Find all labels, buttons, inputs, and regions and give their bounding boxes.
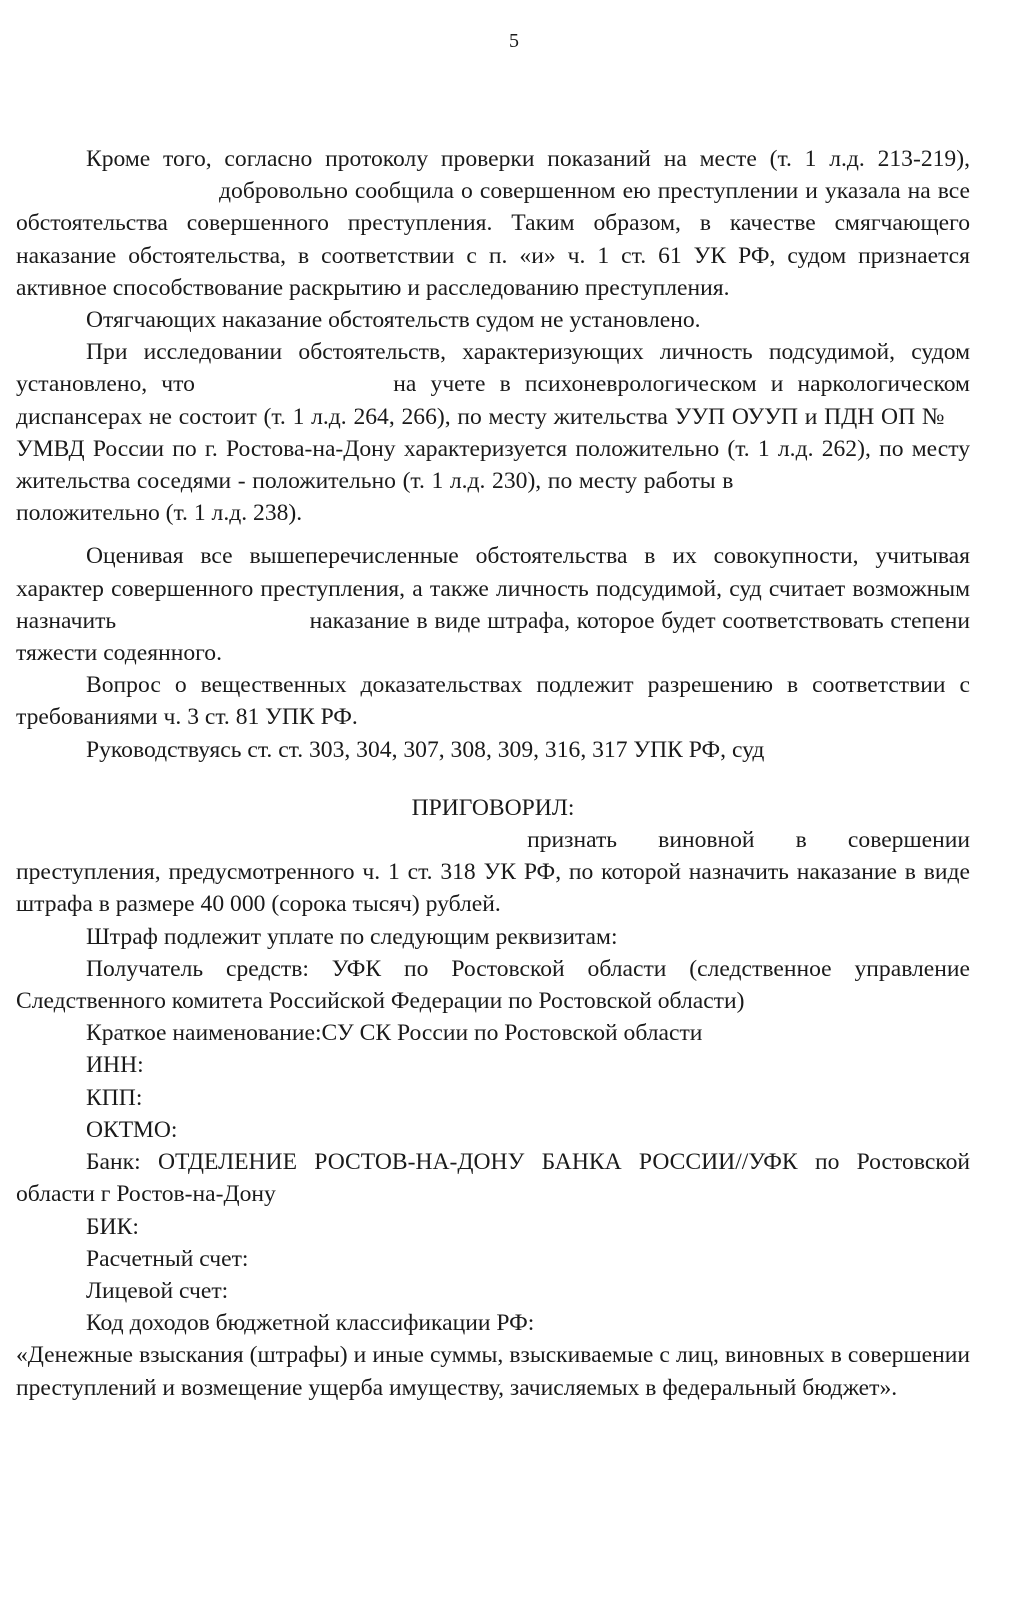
redacted-name	[209, 376, 379, 396]
paragraph-text: положительно (т. 1 л.д. 238).	[16, 500, 303, 527]
redacted-employer	[740, 473, 970, 493]
paragraph-assessment	[16, 540, 970, 669]
field-label: БИК:	[86, 1213, 139, 1240]
redacted-name	[16, 183, 212, 203]
paragraph-guided	[16, 734, 970, 766]
paragraph-text: Руководствуясь ст. ст. 303, 304, 307, 308, 309, 316, 317 УПК РФ, суд	[86, 736, 765, 763]
document-body	[16, 143, 970, 1404]
field-bik	[16, 1211, 970, 1243]
field-short-name	[16, 1017, 970, 1049]
field-text: Краткое наименование:СУ СК России по Ростовской области	[86, 1020, 703, 1047]
redacted-name	[123, 612, 303, 632]
field-label: Расчетный счет:	[86, 1245, 249, 1272]
field-label: Лицевой счет:	[86, 1277, 229, 1304]
field-personal-account	[16, 1275, 970, 1307]
redacted-defendant-name	[16, 832, 486, 852]
paragraph-text: Оценивая все вышеперечисленные обстоятельства в их совокупности, учитывая характер совершенного преступления, а также личность подсудимой, суд считает возможным назначить	[16, 543, 970, 634]
paragraph-payment-intro	[16, 921, 970, 953]
field-kpp	[16, 1082, 970, 1114]
paragraph-confession	[16, 143, 970, 304]
redacted-number	[952, 408, 970, 428]
paragraph-text: Получатель средств: УФК по Ростовской области (следственное управление Следственного комитета Российской Федерации по Ростовской области)	[16, 955, 970, 1015]
paragraph-kbk-text	[16, 1339, 970, 1403]
paragraph-verdict	[16, 824, 970, 921]
field-kbk	[16, 1307, 970, 1339]
field-label: КПП:	[86, 1084, 143, 1111]
paragraph-text: Штраф подлежит уплате по следующим реквизитам:	[86, 923, 618, 950]
paragraph-recipient	[16, 953, 970, 1017]
paragraph-aggravating	[16, 304, 970, 336]
paragraph-text: на учете в психоневрологическом и наркологическом диспансерах не состоит (т. 1 л.д. 264, 266), по месту жительства УУП ОУУП и ПДН ОП №	[16, 371, 970, 430]
field-label: ОКТМО:	[86, 1116, 178, 1143]
paragraph-evidence	[16, 669, 970, 733]
paragraph-text: Банк: ОТДЕЛЕНИЕ РОСТОВ-НА-ДОНУ БАНКА РОССИИ//УФК по Ростовской области г Ростов-на-Дону	[16, 1149, 970, 1208]
paragraph-personality	[16, 336, 970, 529]
page-number: 5	[509, 30, 519, 52]
field-label: ИНН:	[86, 1052, 144, 1079]
paragraph-text: Вопрос о вещественных доказательствах подлежит разрешению в соответствии с требованиями ч. 3 ст. 81 УПК РФ.	[16, 672, 970, 731]
paragraph-text: Отягчающих наказание обстоятельств судом не установлено.	[86, 307, 701, 334]
field-oktmo	[16, 1114, 970, 1146]
paragraph-text: Кроме того, согласно протоколу проверки показаний на месте (т. 1 л.д. 213-219),	[86, 146, 970, 172]
paragraph-text: наказание в виде штрафа, которое будет соответствовать степени тяжести содеянного.	[16, 607, 970, 667]
paragraph-text: При исследовании обстоятельств, характеризующих личность подсудимой, судом установлено, что	[16, 339, 970, 398]
field-account	[16, 1243, 970, 1275]
field-inn	[16, 1049, 970, 1081]
field-label: Код доходов бюджетной классификации РФ:	[86, 1310, 535, 1337]
paragraph-bank	[16, 1146, 970, 1210]
verdict-heading: ПРИГОВОРИЛ:	[411, 794, 575, 821]
paragraph-text: добровольно сообщила о совершенном ею преступлении и указала на все обстоятельства совершенного преступления. Таким образом, в качестве смягчающего наказание обстоятельства, в соответствии с п. «и» ч. 1 ст. 61 УК РФ, судом признается активное способствование раскрытию и расследованию преступления.	[16, 178, 971, 301]
paragraph-text: УМВД России по г. Ростова-на-Дону характеризуется положительно (т. 1 л.д. 262), по месту жительства соседями - положительно (т. 1 л.д. 230), по месту работы в	[16, 435, 970, 495]
paragraph-text: «Денежные взыскания (штрафы) и иные суммы, взыскиваемые с лиц, виновных в совершении преступлений и возмещение ущерба имуществу, зачисляемых в федеральный бюджет».	[16, 1342, 970, 1401]
paragraph-text: признать виновной в совершении преступления, предусмотренного ч. 1 ст. 318 УК РФ, по которой назначить наказание в виде штрафа в размере 40 000 (сорока тысяч) рублей.	[16, 827, 970, 918]
